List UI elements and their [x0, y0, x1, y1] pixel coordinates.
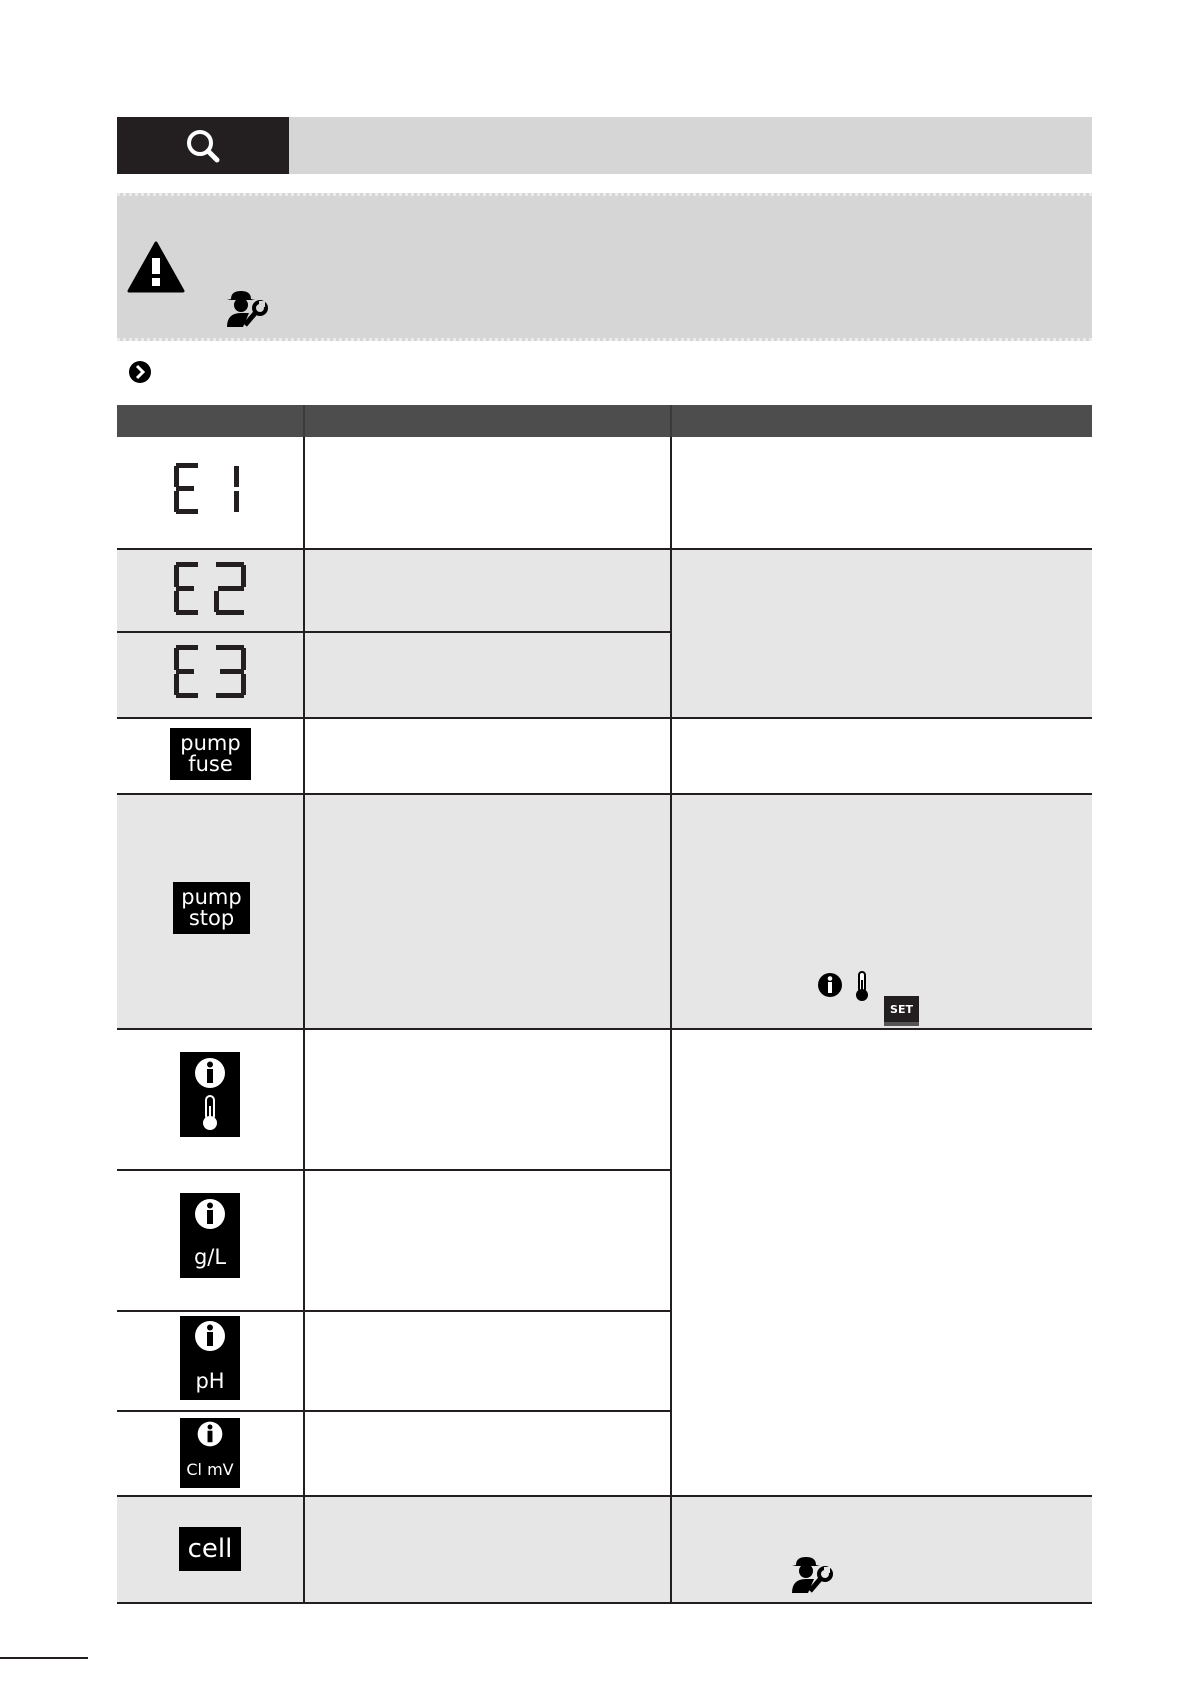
- section-header: [117, 117, 1092, 174]
- cl-mv-unit-label: Cl mV: [186, 1460, 234, 1479]
- chevron-right-circle-icon: [128, 360, 152, 384]
- error-code-e1-display: [172, 463, 252, 515]
- pump-fuse-line1: pump: [180, 731, 241, 755]
- info-cl-mv-indicator: [180, 1418, 240, 1488]
- set-key-label: SET: [890, 1002, 913, 1016]
- info-icon: [193, 1319, 227, 1353]
- error-code-e2-display: [172, 562, 252, 616]
- pump-fuse-line2: fuse: [188, 752, 233, 776]
- technician-icon: [788, 1555, 834, 1595]
- info-temperature-indicator: [180, 1052, 240, 1137]
- table-row-e2-e3: [117, 549, 1092, 717]
- thermometer-icon: [853, 970, 871, 1002]
- ph-unit-label: pH: [195, 1369, 225, 1393]
- search-icon-box: [117, 117, 289, 174]
- info-icon: [817, 972, 843, 998]
- table-row-cell: [117, 1496, 1092, 1603]
- salt-unit-label: g/L: [193, 1245, 227, 1269]
- info-salt-indicator: [180, 1193, 240, 1278]
- info-ph-indicator: [180, 1316, 240, 1400]
- technician-icon: [223, 289, 269, 329]
- search-icon: [183, 126, 223, 166]
- info-icon: [196, 1420, 224, 1448]
- set-key-icon: [884, 996, 919, 1026]
- info-icon: [193, 1197, 227, 1231]
- table-header: [117, 405, 1092, 437]
- info-icon: [193, 1056, 227, 1090]
- pump-stop-indicator: [173, 882, 250, 934]
- footer-rule: [0, 1657, 88, 1659]
- thermometer-icon: [199, 1094, 221, 1132]
- pump-stop-line2: stop: [188, 906, 235, 930]
- cell-label: cell: [187, 1534, 233, 1564]
- warning-box: [117, 193, 1092, 341]
- pump-fuse-indicator: [170, 728, 251, 780]
- cell-indicator: [179, 1527, 241, 1571]
- pump-stop-line1: pump: [181, 885, 242, 909]
- table-row-pump-stop: [117, 795, 1092, 1029]
- error-code-e3-display: [172, 645, 252, 699]
- warning-icon: [127, 241, 185, 293]
